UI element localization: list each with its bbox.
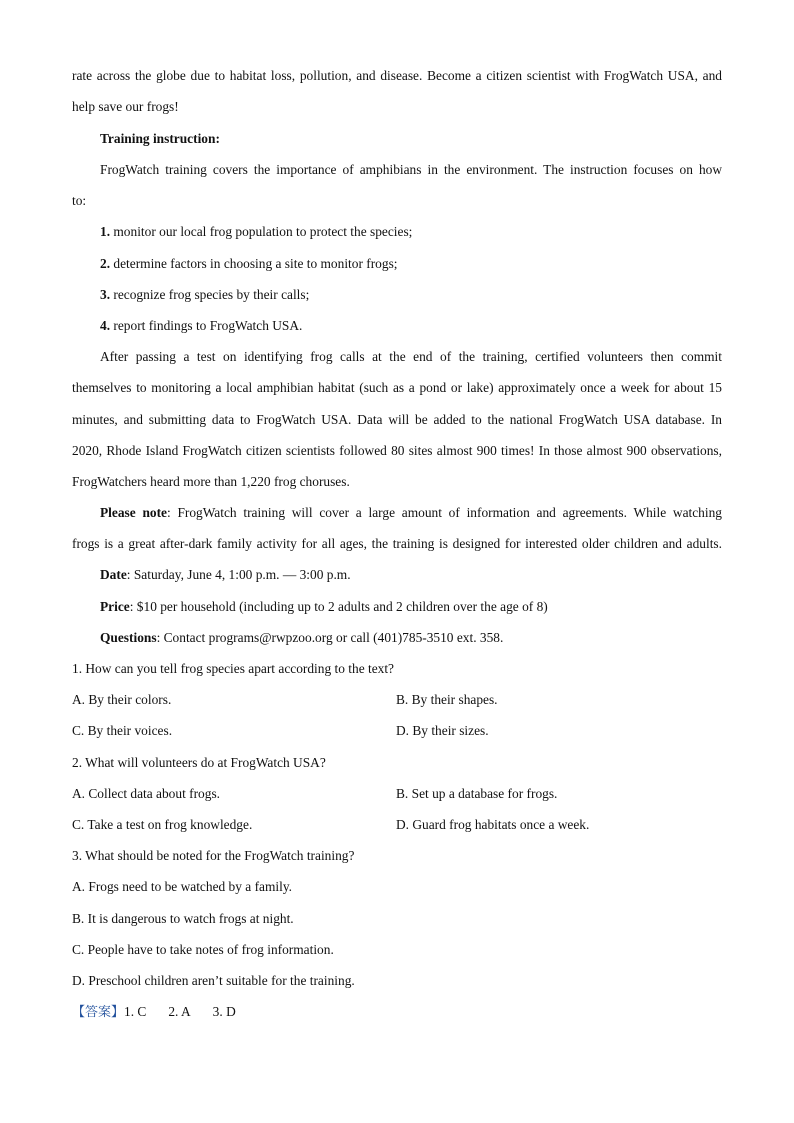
note-label: Please note (100, 505, 167, 520)
option-item: D. By their sizes. (396, 723, 489, 738)
option-item: A. By their colors. (72, 692, 172, 707)
questions-line (100, 630, 722, 646)
after-line-1: After passing a test on identifying frog calls at the end of the training, certified volunteers then commit (100, 349, 722, 364)
note-line-1 (100, 505, 722, 521)
price-text: : $10 per household (including up to 2 adults and 2 children over the age of 8) (129, 599, 548, 614)
note-line-2: frogs is a great after-dark family activity for all ages, the training is designed for interested older children and adults. (72, 536, 722, 551)
answer-item: 3. D (212, 1004, 236, 1019)
option-item: A. Frogs need to be watched by a family. (72, 879, 293, 894)
option-item: D. Guard frog habitats once a week. (396, 817, 590, 832)
option-item: B. It is dangerous to watch frogs at night. (72, 911, 294, 926)
price-label: Price (100, 599, 130, 614)
option-item: B. By their shapes. (396, 692, 498, 707)
answer-item: 1. C (124, 1004, 147, 1019)
training-heading: Training instruction: (100, 131, 220, 146)
step-item (100, 224, 722, 240)
option-item: B. Set up a database for frogs. (396, 786, 558, 801)
question-stem: 1. How can you tell frog species apart according to the text? (72, 661, 395, 676)
step-number: 2. (100, 256, 111, 271)
step-item (100, 287, 722, 303)
step-number: 4. (100, 318, 111, 333)
step-item (100, 256, 722, 272)
question-stem: 2. What will volunteers do at FrogWatch USA? (72, 755, 326, 770)
after-line-2: themselves to monitoring a local amphibian habitat (such as a pond or lake) approximately once a week for about 15 (72, 380, 722, 395)
training-line-1: FrogWatch training covers the importance of amphibians in the environment. The instruction focuses on how (100, 162, 722, 177)
training-line-2: to: (72, 193, 87, 208)
questions-text: : Contact programs@rwpzoo.org or call (401)785-3510 ext. 358. (156, 630, 504, 645)
date-text: : Saturday, June 4, 1:00 p.m. — 3:00 p.m. (126, 567, 351, 582)
answer-key (72, 1004, 722, 1021)
option-item: C. Take a test on frog knowledge. (72, 817, 253, 832)
intro-line-1: rate across the globe due to habitat loss, pollution, and disease. Become a citizen scientist with FrogWatch USA, and (72, 68, 722, 83)
after-line-5: FrogWatchers heard more than 1,220 frog choruses. (72, 474, 350, 489)
step-number: 3. (100, 287, 111, 302)
option-item: C. People have to take notes of frog information. (72, 942, 334, 957)
date-label: Date (100, 567, 127, 582)
step-item (100, 318, 722, 334)
option-item: A. Collect data about frogs. (72, 786, 221, 801)
answer-item: 2. A (168, 1004, 191, 1019)
note-text: : FrogWatch training will cover a large amount of information and agreements. While watching (166, 505, 722, 520)
step-text: monitor our local frog population to protect the species; (110, 224, 413, 239)
date-line (100, 567, 722, 583)
step-text: report findings to FrogWatch USA. (110, 318, 303, 333)
option-item: C. By their voices. (72, 723, 173, 738)
price-line (100, 599, 722, 615)
after-line-4: 2020, Rhode Island FrogWatch citizen scientists followed 80 sites almost 900 times! In those almost 900 observations, (72, 443, 722, 458)
after-line-3: minutes, and submitting data to FrogWatch USA. Data will be added to the national FrogWatch USA database. In (72, 412, 722, 427)
step-number: 1. (100, 224, 111, 239)
intro-line-2: help save our frogs! (72, 99, 179, 114)
step-text: recognize frog species by their calls; (110, 287, 310, 302)
option-item: D. Preschool children aren’t suitable for the training. (72, 973, 355, 988)
answer-tag: 【答案】 (72, 1005, 125, 1020)
step-text: determine factors in choosing a site to monitor frogs; (110, 256, 398, 271)
questions-label: Questions (100, 630, 157, 645)
question-stem: 3. What should be noted for the FrogWatch training? (72, 848, 355, 863)
